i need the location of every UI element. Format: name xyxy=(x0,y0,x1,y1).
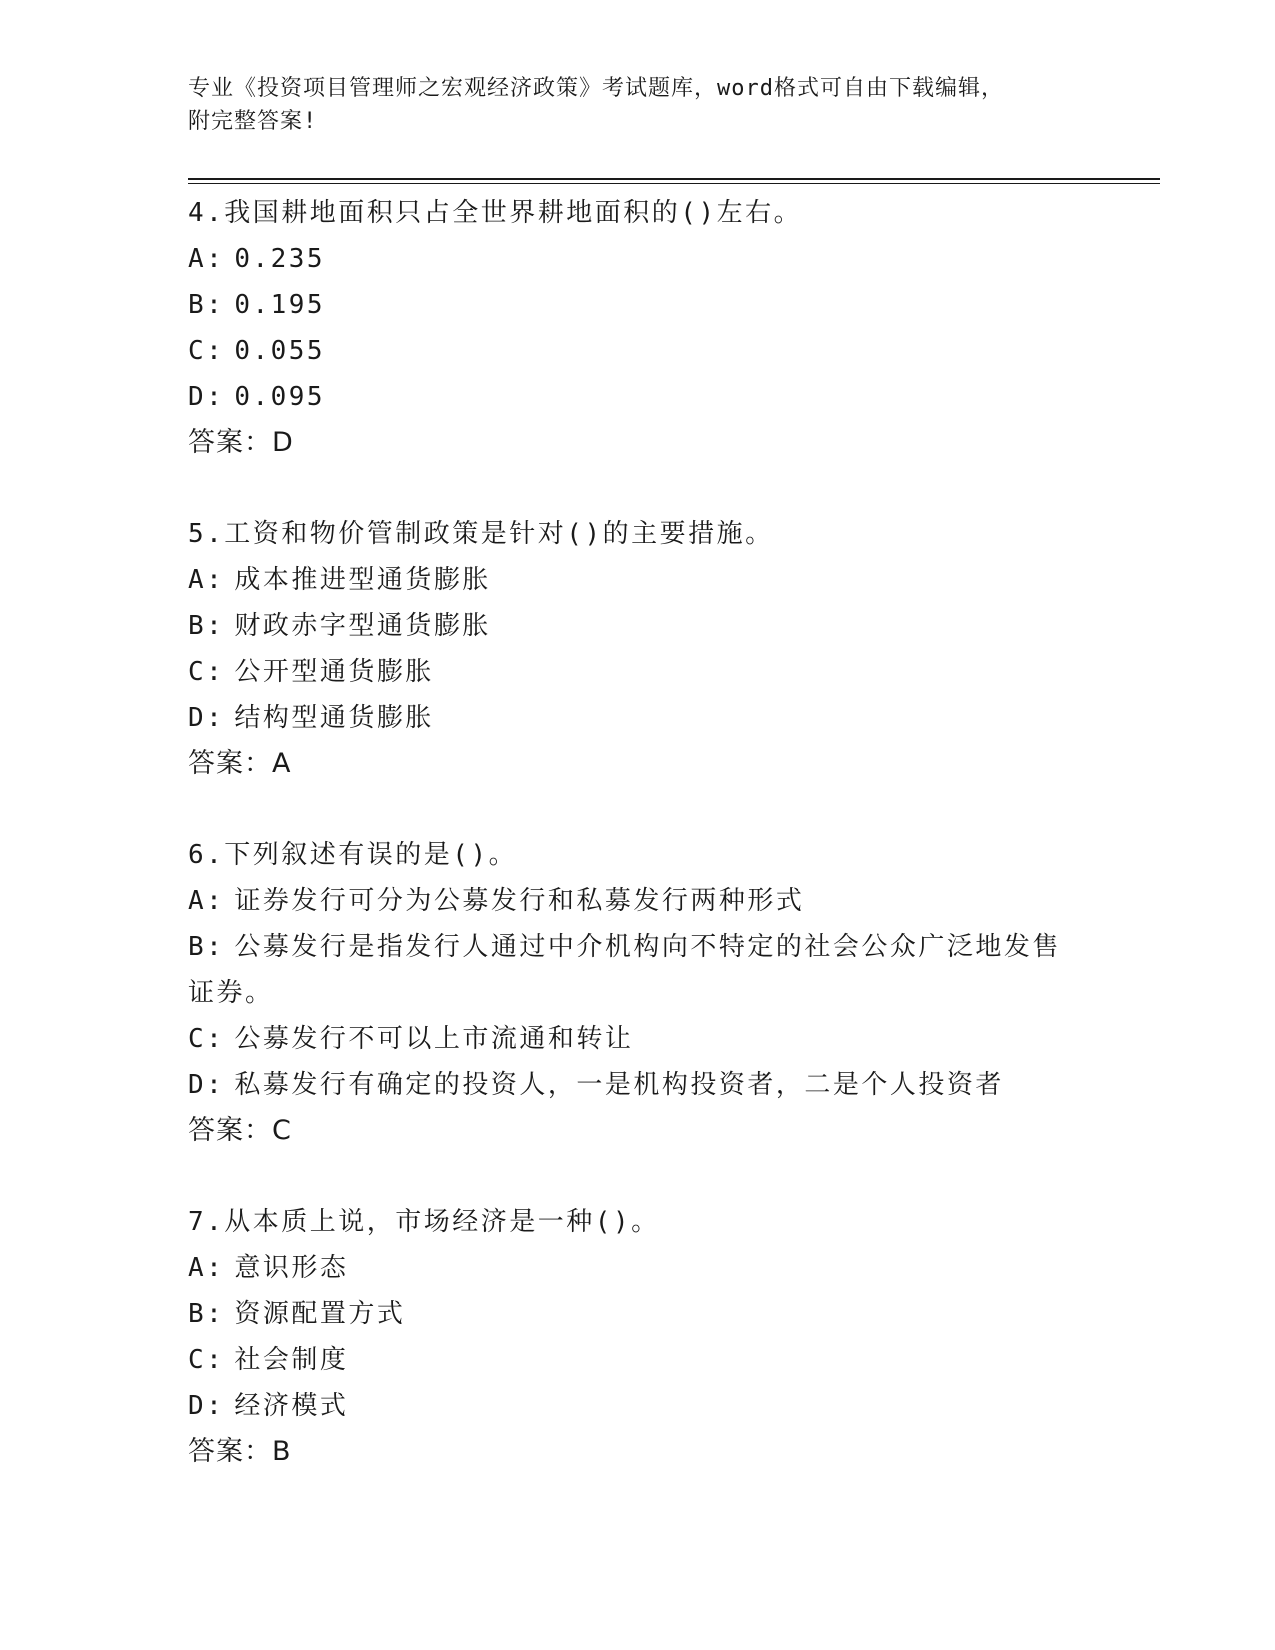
option-d: D: 结构型通货膨胀 xyxy=(188,703,434,733)
answer-label: 答案：D xyxy=(188,427,294,458)
question-stem: 4.我国耕地面积只占全世界耕地面积的()左右。 xyxy=(188,198,803,228)
option-d: D: 0.095 xyxy=(188,382,326,412)
option-d: D: 私募发行有确定的投资人，一是机构投资者，二是个人投资者 xyxy=(188,1070,1004,1100)
question-stem: 6.下列叙述有误的是()。 xyxy=(188,840,518,870)
option-b: B: 公募发行是指发行人通过中介机构向不特定的社会公众广泛地发售证券。 xyxy=(188,932,1061,1008)
answer-label: 答案：B xyxy=(188,1436,292,1467)
option-b: B: 0.195 xyxy=(188,290,326,320)
option-a: A: 证券发行可分为公募发行和私募发行两种形式 xyxy=(188,886,805,916)
document-header xyxy=(188,72,1088,138)
question-7 xyxy=(188,1199,1088,1475)
question-4 xyxy=(188,190,1088,466)
question-stem: 7.从本质上说，市场经济是一种()。 xyxy=(188,1207,660,1237)
header-line-2: 附完整答案! xyxy=(188,109,318,134)
option-c: C: 0.055 xyxy=(188,336,326,366)
option-d: D: 经济模式 xyxy=(188,1391,349,1421)
option-b: B: 财政赤字型通货膨胀 xyxy=(188,611,491,641)
header-divider-thick xyxy=(188,178,1160,180)
answer-label: 答案：C xyxy=(188,1115,292,1146)
answer-label: 答案：A xyxy=(188,748,292,779)
question-5 xyxy=(188,511,1088,787)
question-6 xyxy=(188,832,1088,1154)
option-c: C: 公募发行不可以上市流通和转让 xyxy=(188,1024,634,1054)
option-a: A: 意识形态 xyxy=(188,1253,349,1283)
option-b: B: 资源配置方式 xyxy=(188,1299,406,1329)
option-c: C: 社会制度 xyxy=(188,1345,349,1375)
question-stem: 5.工资和物价管制政策是针对()的主要措施。 xyxy=(188,519,774,549)
option-a: A: 0.235 xyxy=(188,244,326,274)
option-a: A: 成本推进型通货膨胀 xyxy=(188,565,491,595)
option-c: C: 公开型通货膨胀 xyxy=(188,657,434,687)
question-list xyxy=(188,190,1088,1520)
header-divider-thin xyxy=(188,183,1160,184)
header-line-1: 专业《投资项目管理师之宏观经济政策》考试题库，word格式可自由下载编辑， xyxy=(188,76,1004,101)
